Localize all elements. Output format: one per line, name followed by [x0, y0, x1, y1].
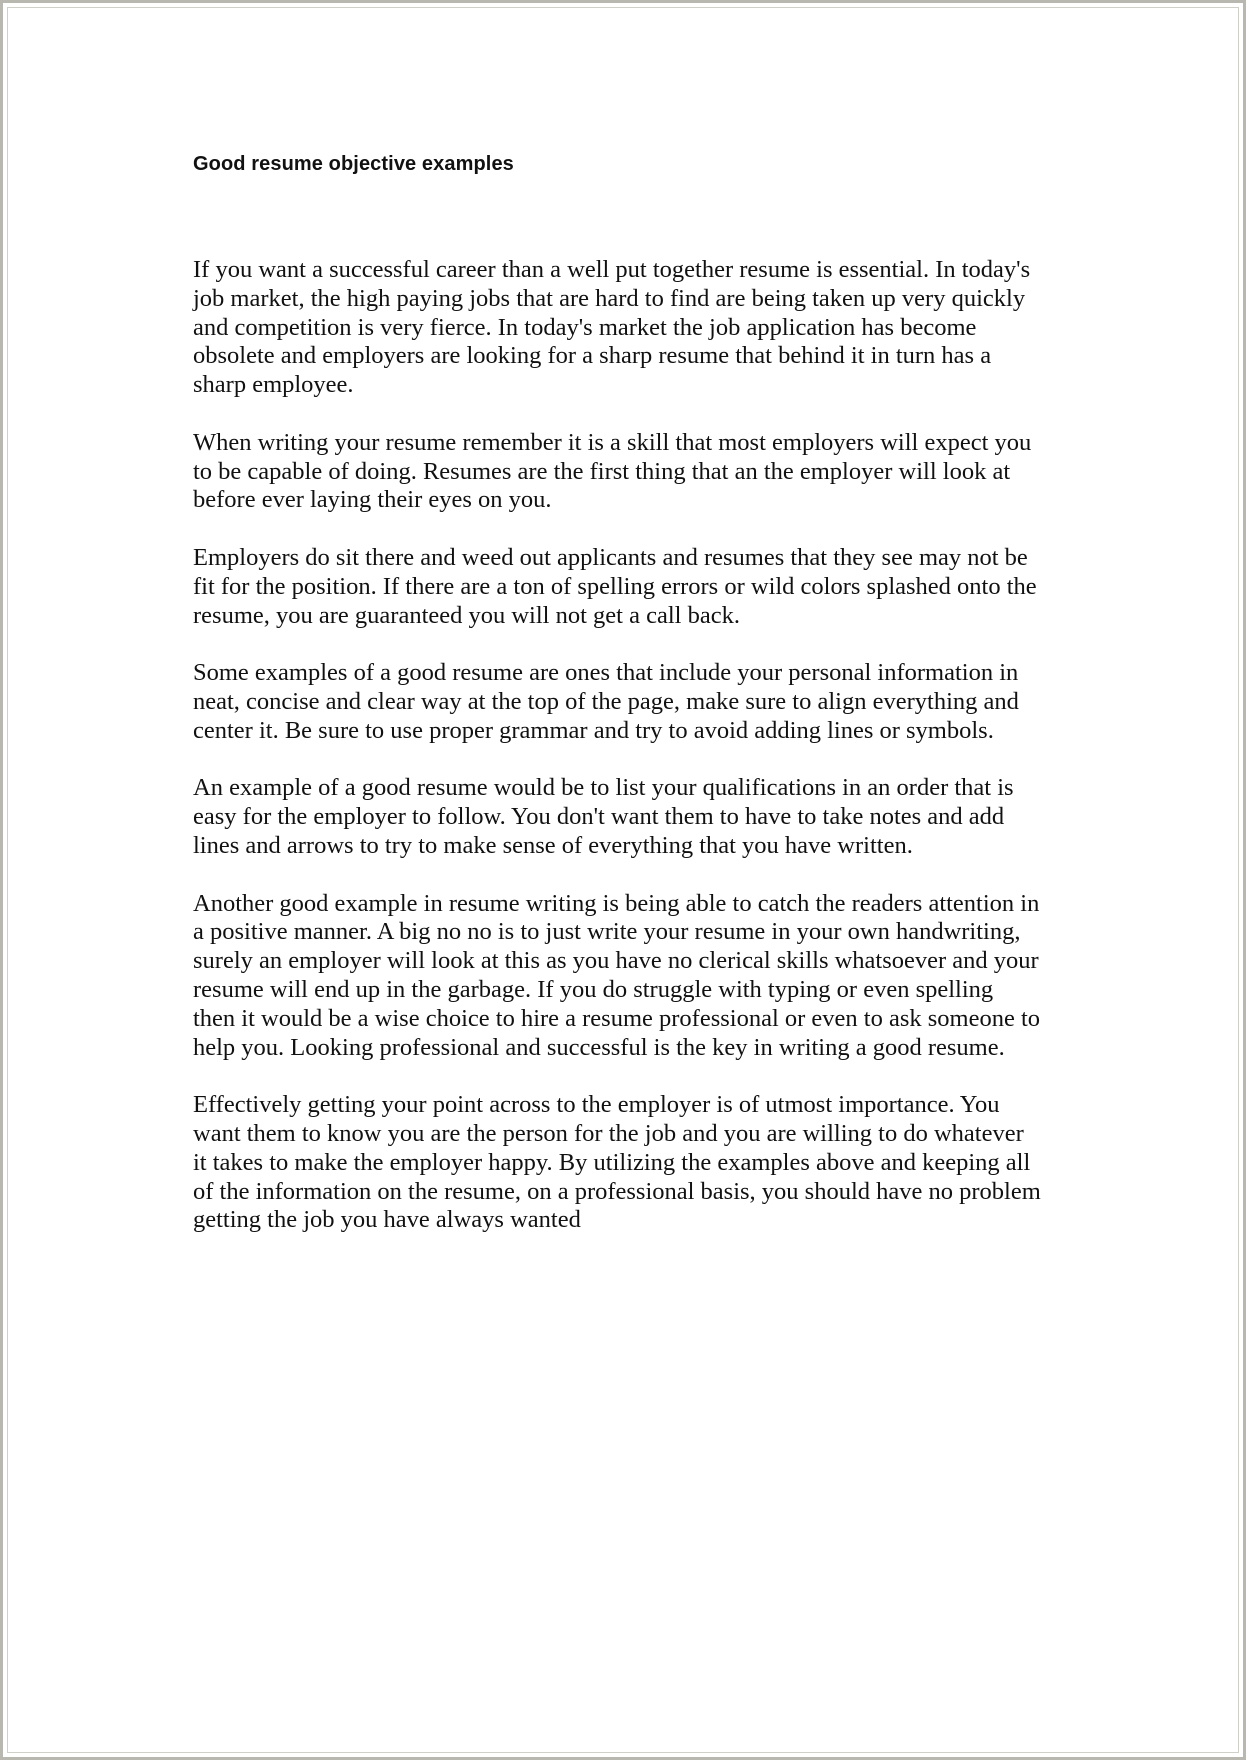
text-line: When writing your resume remember it is a skill that most employers will expect you	[193, 428, 1032, 456]
text-line: it takes to make the employer happy. By utilizing the examples above and keeping all	[193, 1148, 1031, 1176]
text-line: resume, you are guaranteed you will not get a call back.	[193, 601, 740, 629]
paragraph	[193, 256, 1073, 400]
text-line: Some examples of a good resume are ones that include your personal information in	[193, 659, 1019, 687]
document-body	[193, 256, 1073, 1264]
paragraph	[193, 774, 1073, 860]
text-line: Another good example in resume writing is being able to catch the readers attention in	[193, 889, 1040, 917]
text-line: sharp employee.	[193, 371, 354, 399]
paragraph	[193, 1091, 1073, 1235]
text-line: Effectively getting your point across to the employer is of utmost importance. You	[193, 1091, 1000, 1119]
text-line: Employers do sit there and weed out applicants and resumes that they see may not be	[193, 543, 1028, 571]
text-line: a positive manner. A big no no is to just write your resume in your own handwriting,	[193, 918, 1021, 946]
text-line: easy for the employer to follow. You don't want them to have to take notes and add	[193, 803, 1005, 831]
text-line: surely an employer will look at this as you have no clerical skills whatsoever and your	[193, 947, 1039, 975]
text-line: center it. Be sure to use proper grammar and try to avoid adding lines or symbols.	[193, 716, 994, 744]
text-line: neat, concise and clear way at the top of the page, make sure to align everything and	[193, 687, 1019, 715]
text-line: An example of a good resume would be to list your qualifications in an order that is	[193, 774, 1014, 802]
text-line: job market, the high paying jobs that are hard to find are being taken up very quickly	[193, 284, 1026, 312]
text-line: If you want a successful career than a well put together resume is essential. In today's	[193, 256, 1031, 283]
text-line: help you. Looking professional and successful is the key in writing a good resume.	[193, 1033, 1005, 1061]
text-line: of the information on the resume, on a professional basis, you should have no problem	[193, 1177, 1041, 1205]
text-line: to be capable of doing. Resumes are the first thing that an the employer will look at	[193, 457, 1011, 485]
text-line: getting the job you have always wanted	[193, 1206, 581, 1234]
paragraph	[193, 659, 1073, 745]
text-line: fit for the position. If there are a ton of spelling errors or wild colors splashed onto the	[193, 572, 1037, 600]
text-line: lines and arrows to try to make sense of everything that you have written.	[193, 831, 913, 859]
text-line: resume will end up in the garbage. If you do struggle with typing or even spelling	[193, 975, 994, 1003]
paragraph	[193, 890, 1073, 1063]
text-line: before ever laying their eyes on you.	[193, 486, 552, 514]
text-line: obsolete and employers are looking for a sharp resume that behind it in turn has a	[193, 342, 992, 370]
document-title: Good resume objective examples	[193, 153, 514, 175]
paragraph	[193, 429, 1073, 515]
text-line: then it would be a wise choice to hire a resume professional or even to ask someone to	[193, 1004, 1041, 1032]
paragraph	[193, 544, 1073, 630]
text-line: and competition is very fierce. In today's market the job application has become	[193, 313, 977, 341]
text-line: want them to know you are the person for the job and you are willing to do whatever	[193, 1119, 1024, 1147]
